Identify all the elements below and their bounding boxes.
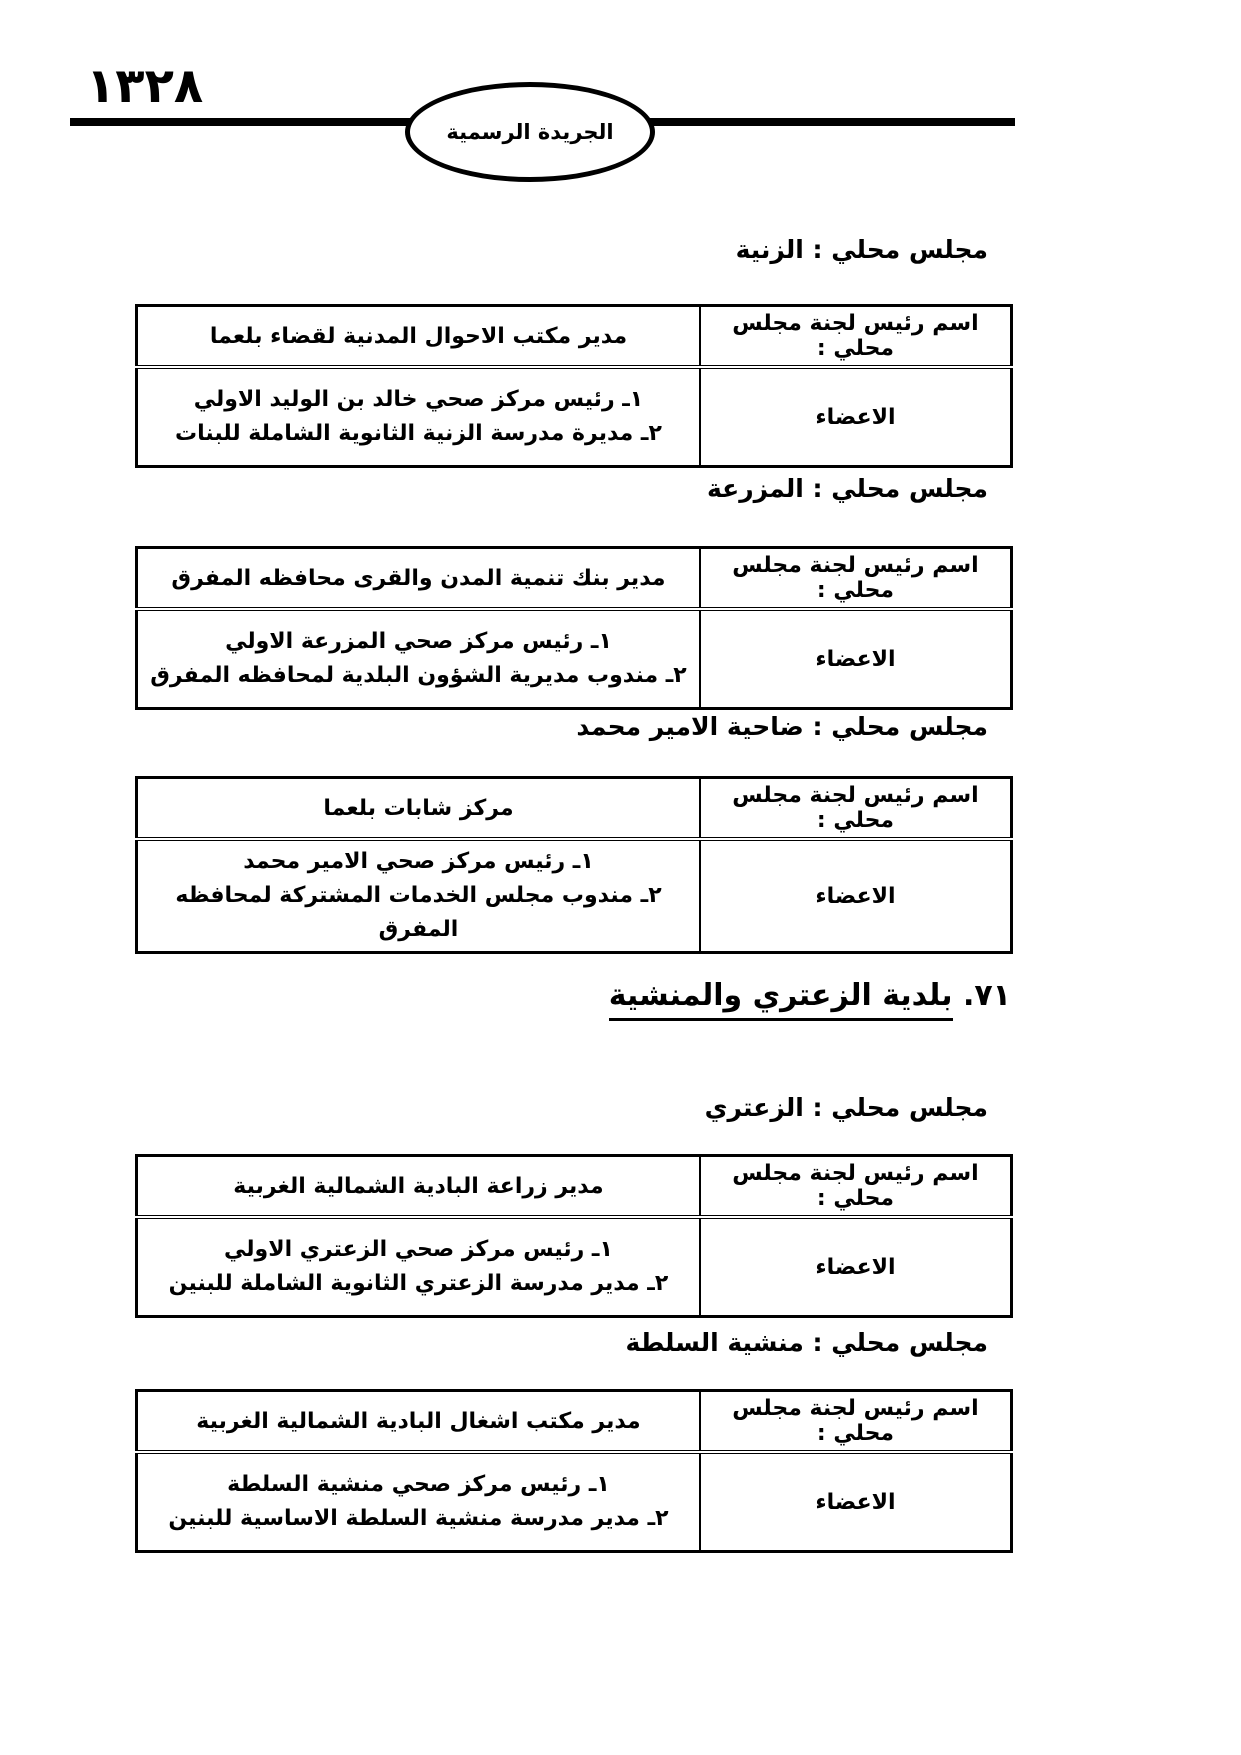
chair-label-cell: اسم رئيس لجنة مجلس محلي : [700,778,1012,840]
page-number: ١٣٢٨ [86,58,204,114]
members-label-cell: الاعضاء [700,367,1012,467]
members-list-cell [137,609,700,709]
member-item: ٢ـ مدير مدرسة منشية السلطة الاساسية للبنين [168,1506,669,1531]
member-item: ١ـ رئيس مركز صحي منشية السلطة [227,1471,610,1497]
members-list-cell [137,1452,700,1552]
chair-value-cell: مدير زراعة البادية الشمالية الغربية [137,1156,700,1218]
chair-label-cell: اسم رئيس لجنة مجلس محلي : [700,1391,1012,1453]
municipality-name: بلدية الزعتري والمنشية [609,978,953,1021]
gazette-oval-badge [405,82,655,182]
section-heading-zaatari: مجلس محلي : الزعتري [704,1093,988,1122]
section-heading-manshiyat-alsulta: مجلس محلي : منشية السلطة [625,1328,988,1357]
section-heading-dahiyat-alamir: مجلس محلي : ضاحية الامير محمد [576,712,988,741]
member-item: ٢ـ مندوب مجلس الخدمات المشتركة لمحافظه المفرق [175,883,662,943]
members-label-cell: الاعضاء [700,609,1012,709]
chair-value-cell: مدير مكتب الاحوال المدنية لقضاء بلعما [137,306,700,368]
section-heading-mazraa: مجلس محلي : المزرعة [706,474,988,503]
members-label-cell: الاعضاء [700,1217,1012,1317]
chair-value-cell: مركز شابات بلعما [137,778,700,840]
gazette-title: الجريدة الرسمية [446,120,614,144]
council-table-zaatari [135,1154,1013,1318]
chair-label-cell: اسم رئيس لجنة مجلس محلي : [700,548,1012,610]
chair-value-cell: مدير مكتب اشغال البادية الشمالية الغربية [137,1391,700,1453]
chair-value-cell: مدير بنك تنمية المدن والقرى محافظه المفرق [137,548,700,610]
member-item: ١ـ رئيس مركز صحي المزرعة الاولي [225,628,612,654]
member-item: ١ـ رئيس مركز صحي خالد بن الوليد الاولي [193,386,644,412]
chair-label-cell: اسم رئيس لجنة مجلس محلي : [700,1156,1012,1218]
chair-label-cell: اسم رئيس لجنة مجلس محلي : [700,306,1012,368]
council-table-mazraa [135,546,1013,710]
council-table-dahiyat-alamir [135,776,1013,954]
members-label-cell: الاعضاء [700,1452,1012,1552]
member-item: ٢ـ مديرة مدرسة الزنية الثانوية الشاملة للبنات [175,421,662,446]
members-list-cell [137,367,700,467]
member-item: ٢ـ مدير مدرسة الزعتري الثانوية الشاملة للبنين [168,1271,669,1296]
municipality-number: ٧١. [962,978,1011,1013]
section-heading-zaniya: مجلس محلي : الزنية [735,235,988,264]
council-table-zaniya [135,304,1013,468]
members-list-cell [137,839,700,953]
council-table-manshiyat-alsulta [135,1389,1013,1553]
member-item: ٢ـ مندوب مديرية الشؤون البلدية لمحافظه المفرق [150,663,687,688]
municipality-title [609,978,1011,1013]
member-item: ١ـ رئيس مركز صحي الزعتري الاولي [224,1236,613,1262]
members-list-cell [137,1217,700,1317]
member-item: ١ـ رئيس مركز صحي الامير محمد [243,849,594,874]
members-label-cell: الاعضاء [700,839,1012,953]
